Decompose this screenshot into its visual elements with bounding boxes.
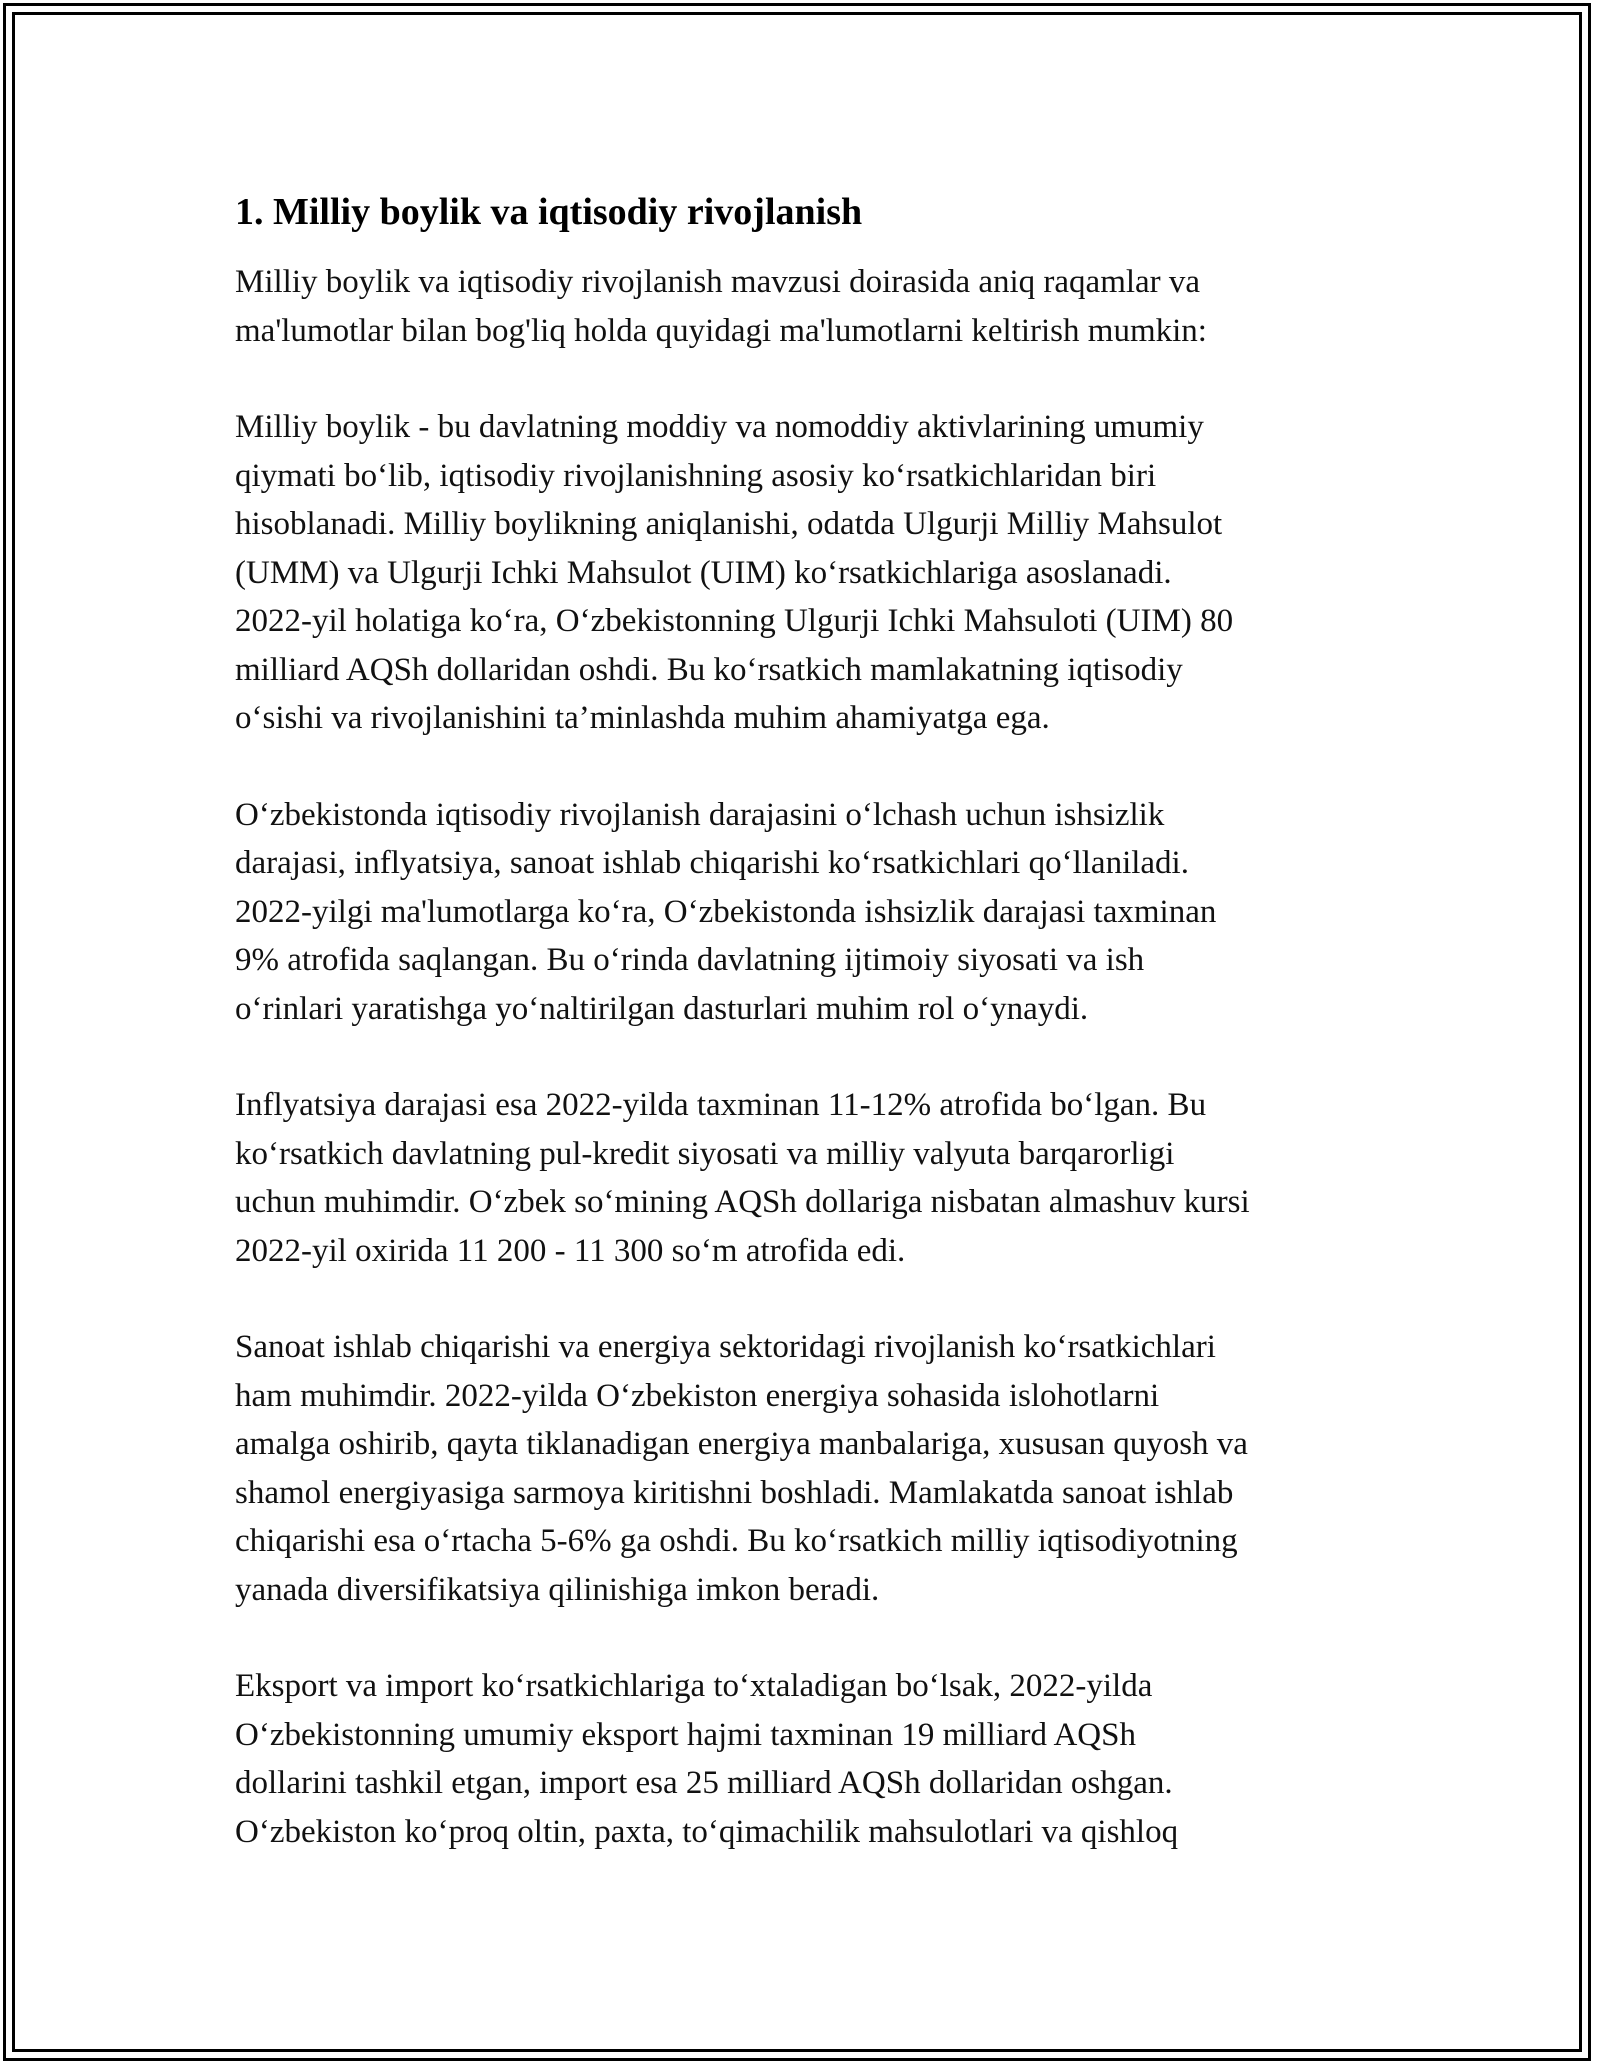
text-line: 2022-yil holatiga koʻra, Oʻzbekistonning Ulgurji Ichki Mahsuloti (UIM) 80 bbox=[235, 603, 1234, 639]
text-line: uchun muhimdir. Oʻzbek soʻmining AQSh dollariga nisbatan almashuv kursi bbox=[235, 1184, 1250, 1220]
text-line: dollarini tashkil etgan, import esa 25 milliard AQSh dollaridan oshgan. bbox=[235, 1765, 1173, 1801]
paragraph-national-wealth bbox=[235, 403, 1395, 743]
text-line: amalga oshirib, qayta tiklanadigan energiya manbalariga, xususan quyosh va bbox=[235, 1426, 1248, 1462]
section-heading: 1. Milliy boylik va iqtisodiy rivojlanish bbox=[235, 191, 863, 233]
paragraph-export-import bbox=[235, 1662, 1395, 1856]
text-line: (UMM) va Ulgurji Ichki Mahsulot (UIM) koʻrsatkichlariga asoslanadi. bbox=[235, 554, 1172, 591]
text-line: Milliy boylik va iqtisodiy rivojlanish mavzusi doirasida aniq raqamlar va bbox=[235, 264, 1201, 300]
paragraph-inflation bbox=[235, 1081, 1395, 1275]
text-line: Milliy boylik - bu davlatning moddiy va nomoddiy aktivlarining umumiy bbox=[235, 409, 1204, 445]
text-line: Oʻzbekistonning umumiy eksport hajmi taxminan 19 milliard AQSh bbox=[235, 1716, 1136, 1753]
text-line: 2022-yilgi ma'lumotlarga koʻra, Oʻzbekistonda ishsizlik darajasi taxminan bbox=[235, 893, 1217, 930]
text-line: koʻrsatkich davlatning pul-kredit siyosati va milliy valyuta barqarorligi bbox=[235, 1135, 1175, 1172]
text-line: shamol energiyasiga sarmoya kiritishni boshladi. Mamlakatda sanoat ishlab bbox=[235, 1474, 1234, 1511]
text-line: oʻsishi va rivojlanishini ta’minlashda muhim ahamiyatga ega. bbox=[235, 700, 1050, 736]
paragraph-intro bbox=[235, 258, 1395, 355]
text-line: Oʻzbekiston koʻproq oltin, paxta, toʻqimachilik mahsulotlari va qishloq bbox=[235, 1813, 1179, 1850]
text-line: milliard AQSh dollaridan oshdi. Bu koʻrsatkich mamlakatning iqtisodiy bbox=[235, 651, 1183, 688]
text-line: darajasi, inflyatsiya, sanoat ishlab chiqarishi koʻrsatkichlari qoʻllaniladi. bbox=[235, 845, 1189, 881]
text-line: Oʻzbekistonda iqtisodiy rivojlanish darajasini oʻlchash uchun ishsizlik bbox=[235, 796, 1165, 833]
text-line: ma'lumotlar bilan bog'liq holda quyidagi ma'lumotlarni keltirish mumkin: bbox=[235, 312, 1207, 349]
text-line: oʻrinlari yaratishga yoʻnaltirilgan dasturlari muhim rol oʻynaydi. bbox=[235, 990, 1089, 1027]
text-line: 9% atrofida saqlangan. Bu oʻrinda davlatning ijtimoiy siyosati va ish bbox=[235, 942, 1145, 978]
text-line: hisoblanadi. Milliy boylikning aniqlanishi, odatda Ulgurji Milliy Mahsulot bbox=[235, 506, 1223, 542]
text-line: qiymati boʻlib, iqtisodiy rivojlanishning asosiy koʻrsatkichlaridan biri bbox=[235, 457, 1157, 494]
text-line: Sanoat ishlab chiqarishi va energiya sektoridagi rivojlanish koʻrsatkichlari bbox=[235, 1329, 1216, 1365]
text-line: chiqarishi esa oʻrtacha 5-6% ga oshdi. Bu koʻrsatkich milliy iqtisodiyotning bbox=[235, 1523, 1238, 1559]
document-body bbox=[235, 186, 1395, 1904]
text-line: ham muhimdir. 2022-yilda Oʻzbekiston energiya sohasida islohotlarni bbox=[235, 1377, 1160, 1414]
text-line: Inflyatsiya darajasi esa 2022-yilda taxminan 11-12% atrofida boʻlgan. Bu bbox=[235, 1087, 1207, 1123]
paragraph-industry-energy bbox=[235, 1323, 1395, 1614]
text-line: yanada diversifikatsiya qilinishiga imkon beradi. bbox=[235, 1571, 880, 1608]
text-line: 2022-yil oxirida 11 200 - 11 300 soʻm atrofida edi. bbox=[235, 1232, 906, 1269]
text-line: Eksport va import koʻrsatkichlariga toʻxtaladigan boʻlsak, 2022-yilda bbox=[235, 1668, 1153, 1704]
paragraph-unemployment bbox=[235, 791, 1395, 1034]
